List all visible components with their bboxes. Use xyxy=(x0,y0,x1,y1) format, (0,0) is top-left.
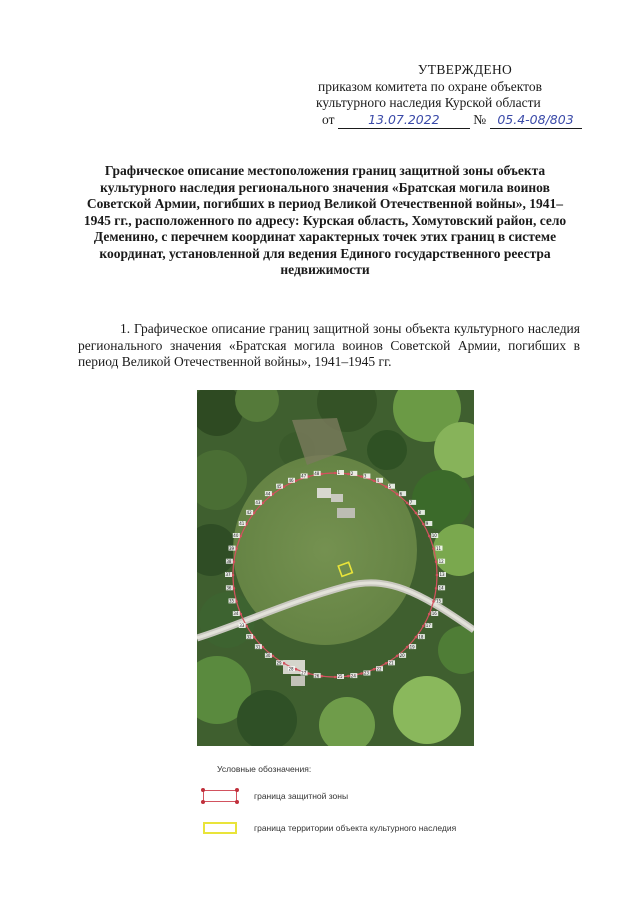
legend-zone-swatch xyxy=(203,790,237,802)
boundary-point xyxy=(307,672,310,675)
paragraph-1 xyxy=(78,321,580,371)
boundary-point xyxy=(360,475,363,478)
boundary-point-label: 38 xyxy=(226,558,232,564)
boundary-point-label: 22 xyxy=(376,666,382,672)
boundary-point xyxy=(396,493,399,496)
boundary-point-label: 10 xyxy=(431,533,437,539)
boundary-point xyxy=(385,662,388,665)
boundary-point-label: 5 xyxy=(388,483,392,489)
legend-zone-label: граница защитной зоны xyxy=(254,791,349,801)
boundary-point-label: 1 xyxy=(337,470,341,476)
boundary-point-label: 24 xyxy=(350,673,356,679)
boundary-point xyxy=(240,613,243,616)
boundary-point-label: 6 xyxy=(399,491,403,497)
boundary-point xyxy=(253,636,256,639)
boundary-point-label: 2 xyxy=(350,471,354,477)
boundary-point xyxy=(432,547,435,550)
boundary-point xyxy=(406,502,409,505)
boundary-point xyxy=(307,475,310,478)
boundary-point-label: 41 xyxy=(239,521,245,527)
approval-heading: УТВЕРЖДЕНО xyxy=(417,62,513,77)
boundary-point xyxy=(295,668,298,671)
boundary-point xyxy=(436,574,439,577)
boundary-point-label: 33 xyxy=(239,623,245,629)
boundary-point-label: 20 xyxy=(399,653,405,659)
boundary-point-label: 9 xyxy=(425,521,429,527)
boundary-point-label: 45 xyxy=(276,483,282,489)
boundary-point xyxy=(245,625,248,628)
boundary-point-label: 36 xyxy=(226,585,232,591)
boundary-point xyxy=(415,512,418,515)
boundary-point xyxy=(406,646,409,649)
boundary-point-label: 14 xyxy=(438,585,444,591)
boundary-point-label: 19 xyxy=(409,644,415,650)
document-title: Графическое описание местоположения границ защитной зоны объекта культурного наследия регионального значения «Братская могила воинов Советской Армии, погибших в период Великой Отечественной войны», 1941–1945 гг., расположенного по адресу: Курская область, Хомутовский район, село Деменино, с перечнем координат характерных точек этих границ в системе координат, установленной для ведения Единого государственного реестра недвижимости xyxy=(83,163,567,277)
date-value: 13.07.2022 xyxy=(368,111,440,127)
boundary-point xyxy=(283,485,286,488)
boundary-point-label: 43 xyxy=(255,500,261,506)
boundary-point-label: 31 xyxy=(255,644,261,650)
boundary-point-label: 15 xyxy=(436,598,442,604)
boundary-point-label: 18 xyxy=(418,634,424,640)
approval-date-line xyxy=(300,112,600,130)
boundary-point-label: 40 xyxy=(233,533,239,539)
boundary-point xyxy=(373,668,376,671)
boundary-point-label: 4 xyxy=(376,478,380,483)
boundary-point xyxy=(233,587,236,590)
number-prefix: № xyxy=(473,111,487,127)
boundary-point xyxy=(360,672,363,675)
boundary-point-label: 3 xyxy=(363,473,367,479)
boundary-point-label: 23 xyxy=(363,670,369,676)
boundary-point-label: 35 xyxy=(229,598,235,604)
boundary-point xyxy=(272,655,275,658)
boundary-point xyxy=(428,535,431,538)
boundary-point xyxy=(334,472,337,475)
boundary-point-label: 11 xyxy=(436,545,442,551)
boundary-point xyxy=(435,587,438,590)
legend-object-label: граница территории объекта культурного наследия xyxy=(254,823,457,833)
date-field xyxy=(338,112,470,130)
boundary-point-label: 21 xyxy=(388,660,394,666)
legend-title: Условные обозначения: xyxy=(217,764,312,774)
boundary-point xyxy=(240,535,243,538)
boundary-point xyxy=(245,523,248,526)
boundary-point-label: 28 xyxy=(288,666,294,672)
approval-block xyxy=(300,62,600,129)
boundary-point-label: 8 xyxy=(418,510,421,516)
approval-line-2: культурного наследия Курской области xyxy=(316,95,541,110)
boundary-point xyxy=(233,560,236,563)
boundary-point xyxy=(320,473,323,476)
boundary-point xyxy=(396,655,399,658)
boundary-point xyxy=(435,560,438,563)
boundary-point xyxy=(373,480,376,483)
boundary-point-label: 12 xyxy=(438,558,444,564)
boundary-point-label: 42 xyxy=(246,510,252,516)
boundary-point-label: 13 xyxy=(439,572,445,578)
legend-object-swatch xyxy=(203,822,237,834)
boundary-point xyxy=(295,480,298,483)
boundary-point xyxy=(283,662,286,665)
date-prefix: от xyxy=(322,111,335,127)
boundary-point-label: 37 xyxy=(225,572,231,578)
boundary-point-label: 7 xyxy=(409,500,413,506)
number-value: 05.4-08/803 xyxy=(497,111,574,127)
boundary-point xyxy=(262,646,265,649)
boundary-point xyxy=(422,625,425,628)
paragraph-1-text: 1. Графическое описание границ защитной зоны объекта культурного наследия регионального значения «Братская могила воинов Советской Армии, погибших в период Великой Отечественной войны», 1941–1945 гг. xyxy=(78,321,580,369)
boundary-point xyxy=(235,547,238,550)
boundary-point-label: 29 xyxy=(276,660,282,666)
boundary-point-label: 46 xyxy=(288,478,294,483)
boundary-point xyxy=(415,636,418,639)
boundary-point-label: 25 xyxy=(337,674,343,680)
boundary-point xyxy=(347,473,350,476)
approval-line-1: приказом комитета по охране объектов xyxy=(318,78,542,94)
boundary-point xyxy=(232,574,235,577)
boundary-point-label: 26 xyxy=(314,673,320,679)
boundary-point xyxy=(320,675,323,678)
boundary-point-label: 44 xyxy=(265,491,271,497)
satellite-map xyxy=(197,390,474,746)
number-field xyxy=(490,112,582,130)
boundary-point-label: 48 xyxy=(314,471,320,477)
boundary-point-label: 47 xyxy=(301,473,307,479)
boundary-point xyxy=(334,676,337,679)
boundary-point-label: 30 xyxy=(265,653,271,659)
boundary-point xyxy=(385,485,388,488)
boundary-point-label: 32 xyxy=(246,634,252,640)
boundary-point xyxy=(428,613,431,616)
boundary-point-label: 39 xyxy=(229,545,235,551)
boundary-point-label: 34 xyxy=(233,611,239,617)
boundary-point xyxy=(347,675,350,678)
boundary-point xyxy=(432,600,435,603)
boundary-point xyxy=(253,512,256,515)
boundary-point-label: 27 xyxy=(301,670,307,676)
boundary-point xyxy=(262,502,265,505)
boundary-point-label: 16 xyxy=(431,611,437,617)
boundary-point xyxy=(272,493,275,496)
boundary-point-label: 17 xyxy=(425,623,431,629)
boundary-point xyxy=(422,523,425,526)
boundary-point xyxy=(235,600,238,603)
